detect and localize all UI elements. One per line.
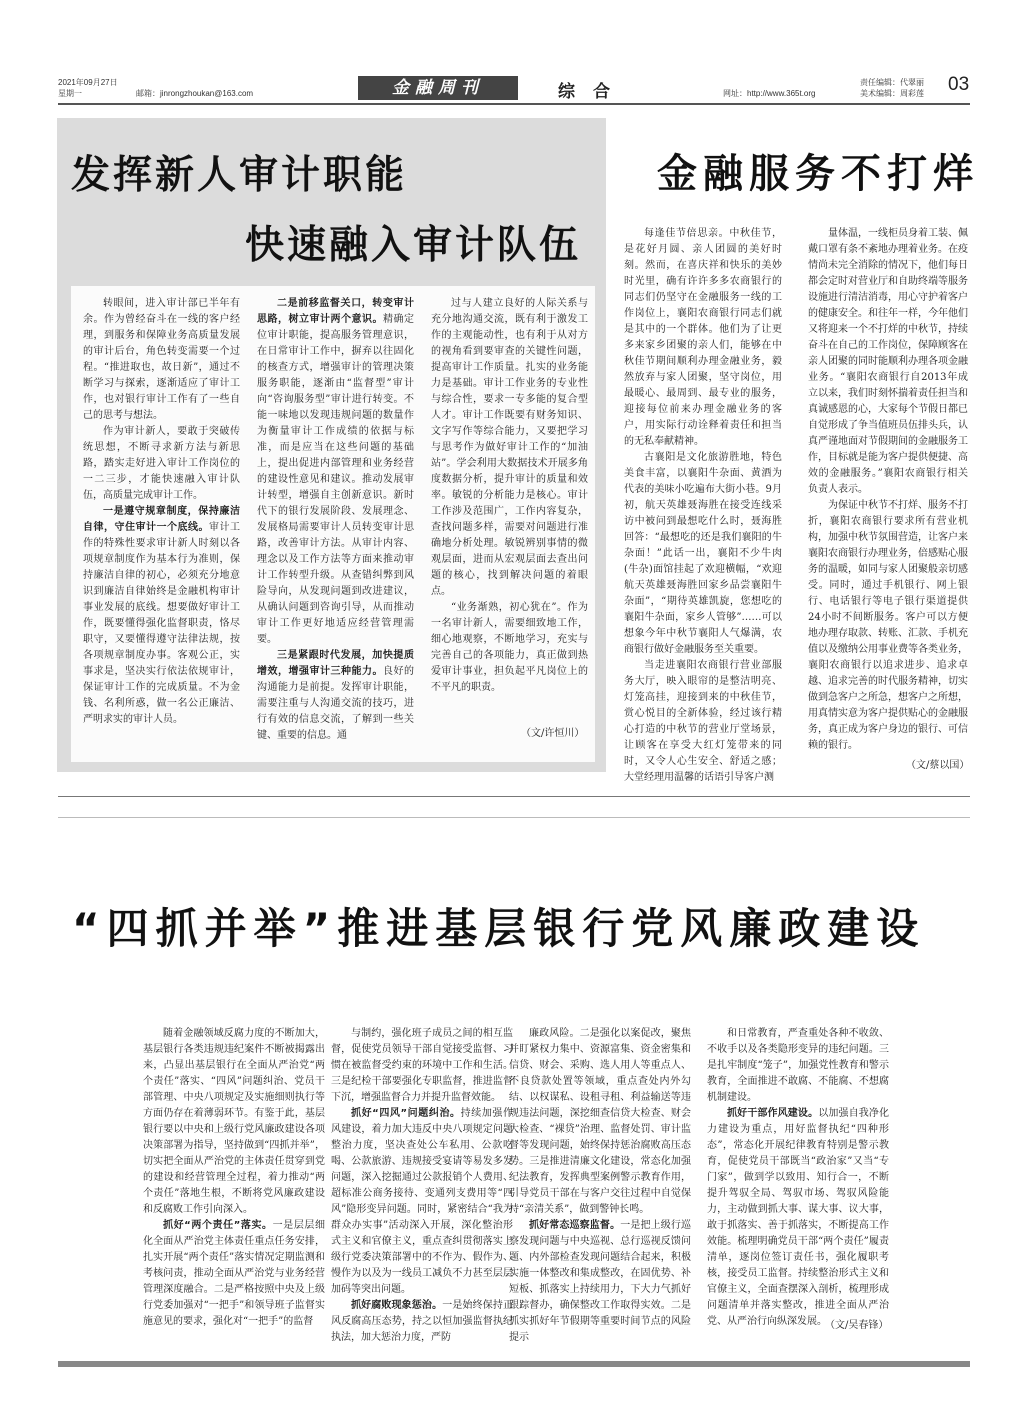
paragraph-text: 转眼间，进入审计部已半年有余。作为曾经奋斗在一线的客户经理，到服务和保障业务高质量发展的审计后台，角色转变需要一个过程。“推进取也，故日新”，通过不断学习与探索，逐渐适应了审计工作，也对银行审计工作有了一些自己的思考与想法。 <box>83 298 240 421</box>
article-column <box>257 296 414 756</box>
paragraph <box>624 226 782 450</box>
paragraph-text: 精确定位审计职能，提高服务管理意识，在日常审计工作中，摒弃以往固化的核查方式，增强审计的管理决策服务职能，逐渐由“监督型”审计向“咨询服务型”审计进行转变。不能一味地以发现违规问题的数量作为衡量审计工作成绩的依据与标准，而是应当在这些问题的基础上，提出促进内部管理和业务经营的建设性意见和建议。推动发展审计转型，增强自主创新意识。新时代下的银行发展阶段、发展理念、发展格局需要审计人员转变审计思路，改善审计方法。从审计内容、理念以及工作方法等方面来推动审计工作转型升级。从查错纠弊到风险导向，从发现问题到改进建议，从确认问题到咨询引导，从而推动审计工作更好地适应经营管理需要。 <box>257 314 414 645</box>
paragraph <box>624 450 782 658</box>
paragraph <box>431 600 588 696</box>
section-divider <box>58 817 970 818</box>
article-author: （文/吴春锋） <box>825 1320 889 1331</box>
paragraph-text: 一是始终保持正风反腐高压态势，持之以恒加强监督执纪执法，加大惩治力度，严防 <box>331 1300 514 1343</box>
paragraph <box>431 296 588 600</box>
article-author: （文/蔡以国） <box>906 760 970 771</box>
article-title-line2: 快速融入审计队伍 <box>245 223 582 268</box>
paragraph-lead: 抓好“四风”问题纠治。 <box>351 1108 461 1119</box>
paragraph-text: 当走进襄阳农商银行营业部服务大厅，映入眼帘的是整洁明亮、灯笼高挂，迎接到来的中秋佳节，赏心悦目的全新体验，经过该行精心打造的中秋节的营业厅堂场景，让顾客在享受大红灯笼带来的同时，又令人心生安全、舒适之感；大堂经理用温馨的话语引导客户测 <box>624 660 782 783</box>
paragraph <box>808 226 968 498</box>
paragraph <box>257 648 414 744</box>
article-author: （文/许恒川） <box>521 728 585 739</box>
paragraph-lead: 抓好常态巡察监督。 <box>529 1220 621 1231</box>
paragraph-lead: 二是前移监督关口，转变审计思路，树立审计两个意识。 <box>257 298 414 325</box>
paragraph <box>808 498 968 754</box>
paragraph <box>83 424 240 504</box>
article-column <box>143 1026 325 1352</box>
art-editor: 美术编辑：周彩莲 <box>860 89 924 98</box>
paragraph-text: 每逢佳节倍思亲。中秋佳节，是花好月圆、亲人团圆的美好时刻。然而，在喜庆祥和快乐的美妙时光里，确有许许多多农商银行的同志们仍坚守在金融服务一线的工作岗位上，襄阳农商银行同志们就是其中的一个群体。他们为了让更多来家乡团聚的亲人们，能够在中秋佳节期间顺利办理金融业务，毅然放弃与家人团聚，坚守岗位，用最暖心、最周到、最专业的服务，迎接每位前来办理金融业务的客户，用实际行动诠释着责任和担当的无私奉献精神。 <box>624 228 782 447</box>
article-title-line1: 发挥新人审计职能 <box>71 153 408 198</box>
paragraph-text: 审计工作的特殊性要求审计新人时刻以各项规章制度作为基本行为准则，保持廉洁自律的初心，必须充分地意识到廉洁自律始终是金融机构审计事业发展的底线。想要做好审计工作，既要懂得强化监督职责，恪尽职守，又要懂得遵守法律法规，按各项规章制度办事。客观公正，实事求是，坚决实行依法依规审计，保证审计工作的完成质量。不为金钱、名利所惑，做一名公正廉洁、严明求实的审计人员。 <box>83 522 240 725</box>
paragraph-text: 量体温，一线柜员身着工装、佩戴口罩有条不紊地办理着业务。在疫情尚未完全消除的情况下，他们每日都会定时对营业厅和自助终端等服务设施进行清洁消毒，用心守护着客户的健康安全。和往年一样，今年他们又将迎来一个不打烊的中秋节，持续奋斗在自己的工作岗位，保障顾客在亲人团聚的同时能顺利办理各项金融业务。“襄阳农商银行自2013年成立以来，我们时刻怀揣着责任担当和真诚感恩的心，大家每个节假日都已自觉形成了争当值班员伍排头兵，认真严谨地面对节假期间的金融服务工作，目标就是能为客户提供便捷、高效的金融服务。”襄阳农商银行相关负责人表示。 <box>808 228 968 495</box>
paragraph <box>707 1026 889 1106</box>
paragraph-text: 以加强自我净化力建设为重点，用好监督执纪“四种形态”，常态化开展纪律教育特别是警示教育，促使党员干部既当“政治家”又当“专门家”，做到学以致用、知行合一，不断提升驾驭全局、驾驭市场、驾驭风险能力，主动做到抓大事、谋大事、议大事，敢于抓落实、善于抓落实，不断提高工作效能。梳理明确党员干部“两个责任”履责清单，逐岗位签订责任书，强化履职考核，接受员工监督。持续整治形式主义和官僚主义，全面查摆深入剖析，梳理形成问题清单并落实整改，推进全面从严治党、从严治行向纵深发展。 <box>707 1108 890 1327</box>
paragraph-lead: 一是遵守规章制度，保持廉洁自律，守住审计一个底线。 <box>83 506 240 533</box>
weekday-line: 星期一 <box>58 89 82 98</box>
page-header <box>58 74 970 102</box>
paragraph-lead: 抓好干部作风建设。 <box>727 1108 819 1119</box>
article-column <box>431 296 588 696</box>
paragraph-text: 廉政风险。二是强化以案促改，聚焦并盯紧权力集中、资源富集、资金密集和信贷、财会、采购、选人用人等重点人、不良贷款处置等领域，重点查处内外勾结、以权谋私、设租寻租、利益输送等违规违法问题，深挖细查信贷大检查、财会大检查、“裸贷”治理、监督处罚、审计监督等发现问题，始终保持惩治腐败高压态势。三是推进清廉文化建设，常态化加强纪法教育，发挥典型案例警示教育作用，引导党员干部在与客户交往过程中自觉保持“亲清关系”，做到警钟长鸣。 <box>509 1028 691 1215</box>
paragraph <box>257 296 414 648</box>
paragraph-text: 一是把上级行巡察发现问题与中央巡视、总行巡视反馈问题、内外部检查发现问题结合起来，积极实施一体整改和集成整改，在固优势、补短板、抓落实上持续用力，下大力气抓好跟踪督办，确保整改工作取得实效。二是抓实抓好年节假期等重要时间节点的风险提示 <box>509 1220 692 1343</box>
paragraph-lead: 三是紧跟时代发展，加快提质增效，增强审计三种能力。 <box>257 650 414 677</box>
paragraph <box>143 1026 325 1218</box>
paragraph <box>331 1026 513 1106</box>
editor-credits <box>860 77 924 99</box>
paragraph <box>509 1026 691 1218</box>
section-divider <box>58 796 970 797</box>
paragraph <box>707 1106 889 1330</box>
paragraph-text: 随着金融领域反腐力度的不断加大，基层银行各类违规违纪案件不断被揭露出来，凸显出基层银行在全面从严治党“两个责任”落实、“四风”问题纠治、党员干部管理、中央八项规定及实施细则执行等方面仍存在着薄弱环节。有鉴于此，基层银行要以中央和上级行党风廉政建设各项决策部署为指导，坚持做到“四抓并举”，切实把全面从严治党的主体责任贯穿到党的建设和经营管理全过程，着力推动“两个责任”落地生根，不断将党风廉政建设和反腐败工作引向深入。 <box>143 1028 325 1215</box>
article-column <box>707 1026 889 1326</box>
section-name: 综合 <box>558 82 628 102</box>
footer-bar <box>58 1361 970 1367</box>
paragraph <box>624 658 782 786</box>
issue-date <box>58 77 118 99</box>
date-line: 2021年09月27日 <box>58 78 118 87</box>
page-number: 03 <box>948 74 970 95</box>
paragraph-text: 与制约，强化班子成员之间的相互监督，促使党员领导干部自觉接受监督、习惯在被监督受约束的环境中工作和生活。三是纪检干部要强化专职监督，推进监督下沉，增强监督合力并提升监督效能。 <box>331 1028 513 1103</box>
article-title: “四抓并举”推进基层银行党风廉政建设 <box>72 904 926 953</box>
paragraph-text: 古襄阳是文化旅游胜地，特色美食丰富，以襄阳牛杂面、黄酒为代表的美味小吃遍布大街小巷。9月初，航天英雄聂海胜在接受连线采访中被问到最想吃什么时，聂海胜回答：“最想吃的还是我们襄阳的牛杂面！”此话一出，襄阳不少牛肉(牛杂)面馆挂起了欢迎横幅，“欢迎航天英雄聂海胜回家乡品尝襄阳牛杂面”，“期待英雄凯旋，您想吃的襄阳牛杂面，家乡人管够”……可以想象今年中秋节襄阳人气爆满，农商银行做好金融服务至关重要。 <box>624 452 782 655</box>
article-title: 金融服务不打烊 <box>657 151 979 197</box>
newspaper-brand: 金融周刊 <box>358 76 518 100</box>
paragraph <box>143 1218 325 1330</box>
paragraph-text: 过与人建立良好的人际关系与充分地沟通交流，既有利于激发工作的主观能动性，也有利于从对方的视角看到要审查的关键性问题，提高审计工作质量。扎实的业务能力是基础。审计工作业务的专业性与综合性，要求一专多能的复合型人才。审计工作既要有财务知识、文字写作等综合能力，又要把学习与思考作为做好审计工作的“加油站”。学会利用大数据技术开展多角度数据分析，提升审计的质量和效率。敏锐的分析能力是核心。审计工作涉及范围广，工作内容复杂，查找问题多样，需要对问题进行准确地分析处理。敏锐辨别事情的微观层面，进而从宏观层面去查出问题的核心，找到解决问题的着眼点。 <box>431 298 588 597</box>
header-rule <box>58 103 970 105</box>
paragraph-text: 良好的沟通能力是前提。发挥审计职能，需要注重与人沟通交流的技巧，进行有效的信息交流，了解到一些关键、重要的信息。通 <box>257 666 414 741</box>
paragraph <box>509 1218 691 1346</box>
paragraph-text: 和日常教育，严查重处各种不收敛、不收手以及各类隐形变异的违纪问题。三是扎牢制度“笼子”，加强党性教育和警示教育，全面推进不敢腐、不能腐、不想腐机制建设。 <box>707 1028 889 1103</box>
paragraph <box>83 504 240 728</box>
paragraph-text: 一是层层细化全面从严治党主体责任重点任务安排，扎实开展“两个责任”落实情况定期监测和考核问责，推动全面从严治党与业务经营管理深度融合。二是严格按照中央及上级行党委加强对“一把手”和领导班子监督实施意见的要求，强化对“一把手”的监督 <box>143 1220 325 1327</box>
article-body-panel <box>71 286 595 762</box>
paragraph <box>331 1106 513 1298</box>
paragraph-lead: 抓好腐败现象惩治。 <box>351 1300 443 1311</box>
paragraph <box>331 1298 513 1346</box>
article-audit-feature <box>57 118 606 772</box>
article-column <box>331 1026 513 1352</box>
paragraph-text: 为保证中秋节不打烊、服务不打折，襄阳农商银行要求所有营业机构，加强中秋节氛围营造，让客户来襄阳农商银行办理业务，倍感贴心服务的温暖，如同与家人团聚般亲切感受。同时，通过手机银行、网上银行、电话银行等电子银行渠道提供24小时不间断服务。客户可以方便地办理存取款、转账、汇款、手机充值以及缴纳公用事业费等各类业务，襄阳农商银行以追求进步、追求卓越、追求完善的时代服务精神，切实做到急客户之所急，想客户之所想，用真情实意为客户提供贴心的金融服务，真正成为客户身边的银行、可信赖的银行。 <box>808 500 968 751</box>
paragraph <box>83 296 240 424</box>
article-column <box>624 226 782 783</box>
article-column <box>509 1026 691 1352</box>
article-column <box>808 226 968 756</box>
paragraph-lead: 抓好“两个责任”落实。 <box>163 1220 273 1231</box>
article-column <box>83 296 240 726</box>
email-address: 邮箱：jinrongzhoukan@163.com <box>136 89 254 98</box>
paragraph-text: 作为审计新人，要敢于突破传统思想，不断寻求新方法与新思路，踏实走好进入审计工作岗位的一二三步，才能快速融入审计队伍，高质量完成审计工作。 <box>83 426 240 501</box>
paragraph-text: “业务渐熟，初心犹在”。作为一名审计新人，需要细致地工作，细心地观察，不断地学习，充实与完善自己的各项能力，真正做到热爱审计事业，担负起平凡岗位上的不平凡的职责。 <box>431 602 588 693</box>
responsible-editor: 责任编辑：代翠丽 <box>860 78 924 87</box>
website-url: 网址：http://www.365t.org <box>723 89 816 98</box>
paragraph-text: 持续加强作风建设，着力加大违反中央八项规定问题整治力度，坚决查处公车私用、公款吃喝、公款旅游、违规接受宴请等易发多发问题，深入挖掘通过公款报销个人费用、超标准公商务接待、变通列支费用等“四风”隐形变异问题。同时，紧密结合“我为群众办实事”活动深入开展，深化整治形式主义和官僚主义，重点查纠贯彻落实上级行党委决策部署中的不作为、假作为、慢作为以及为一线员工减负不力甚至层层加码等突出问题。 <box>331 1108 513 1295</box>
